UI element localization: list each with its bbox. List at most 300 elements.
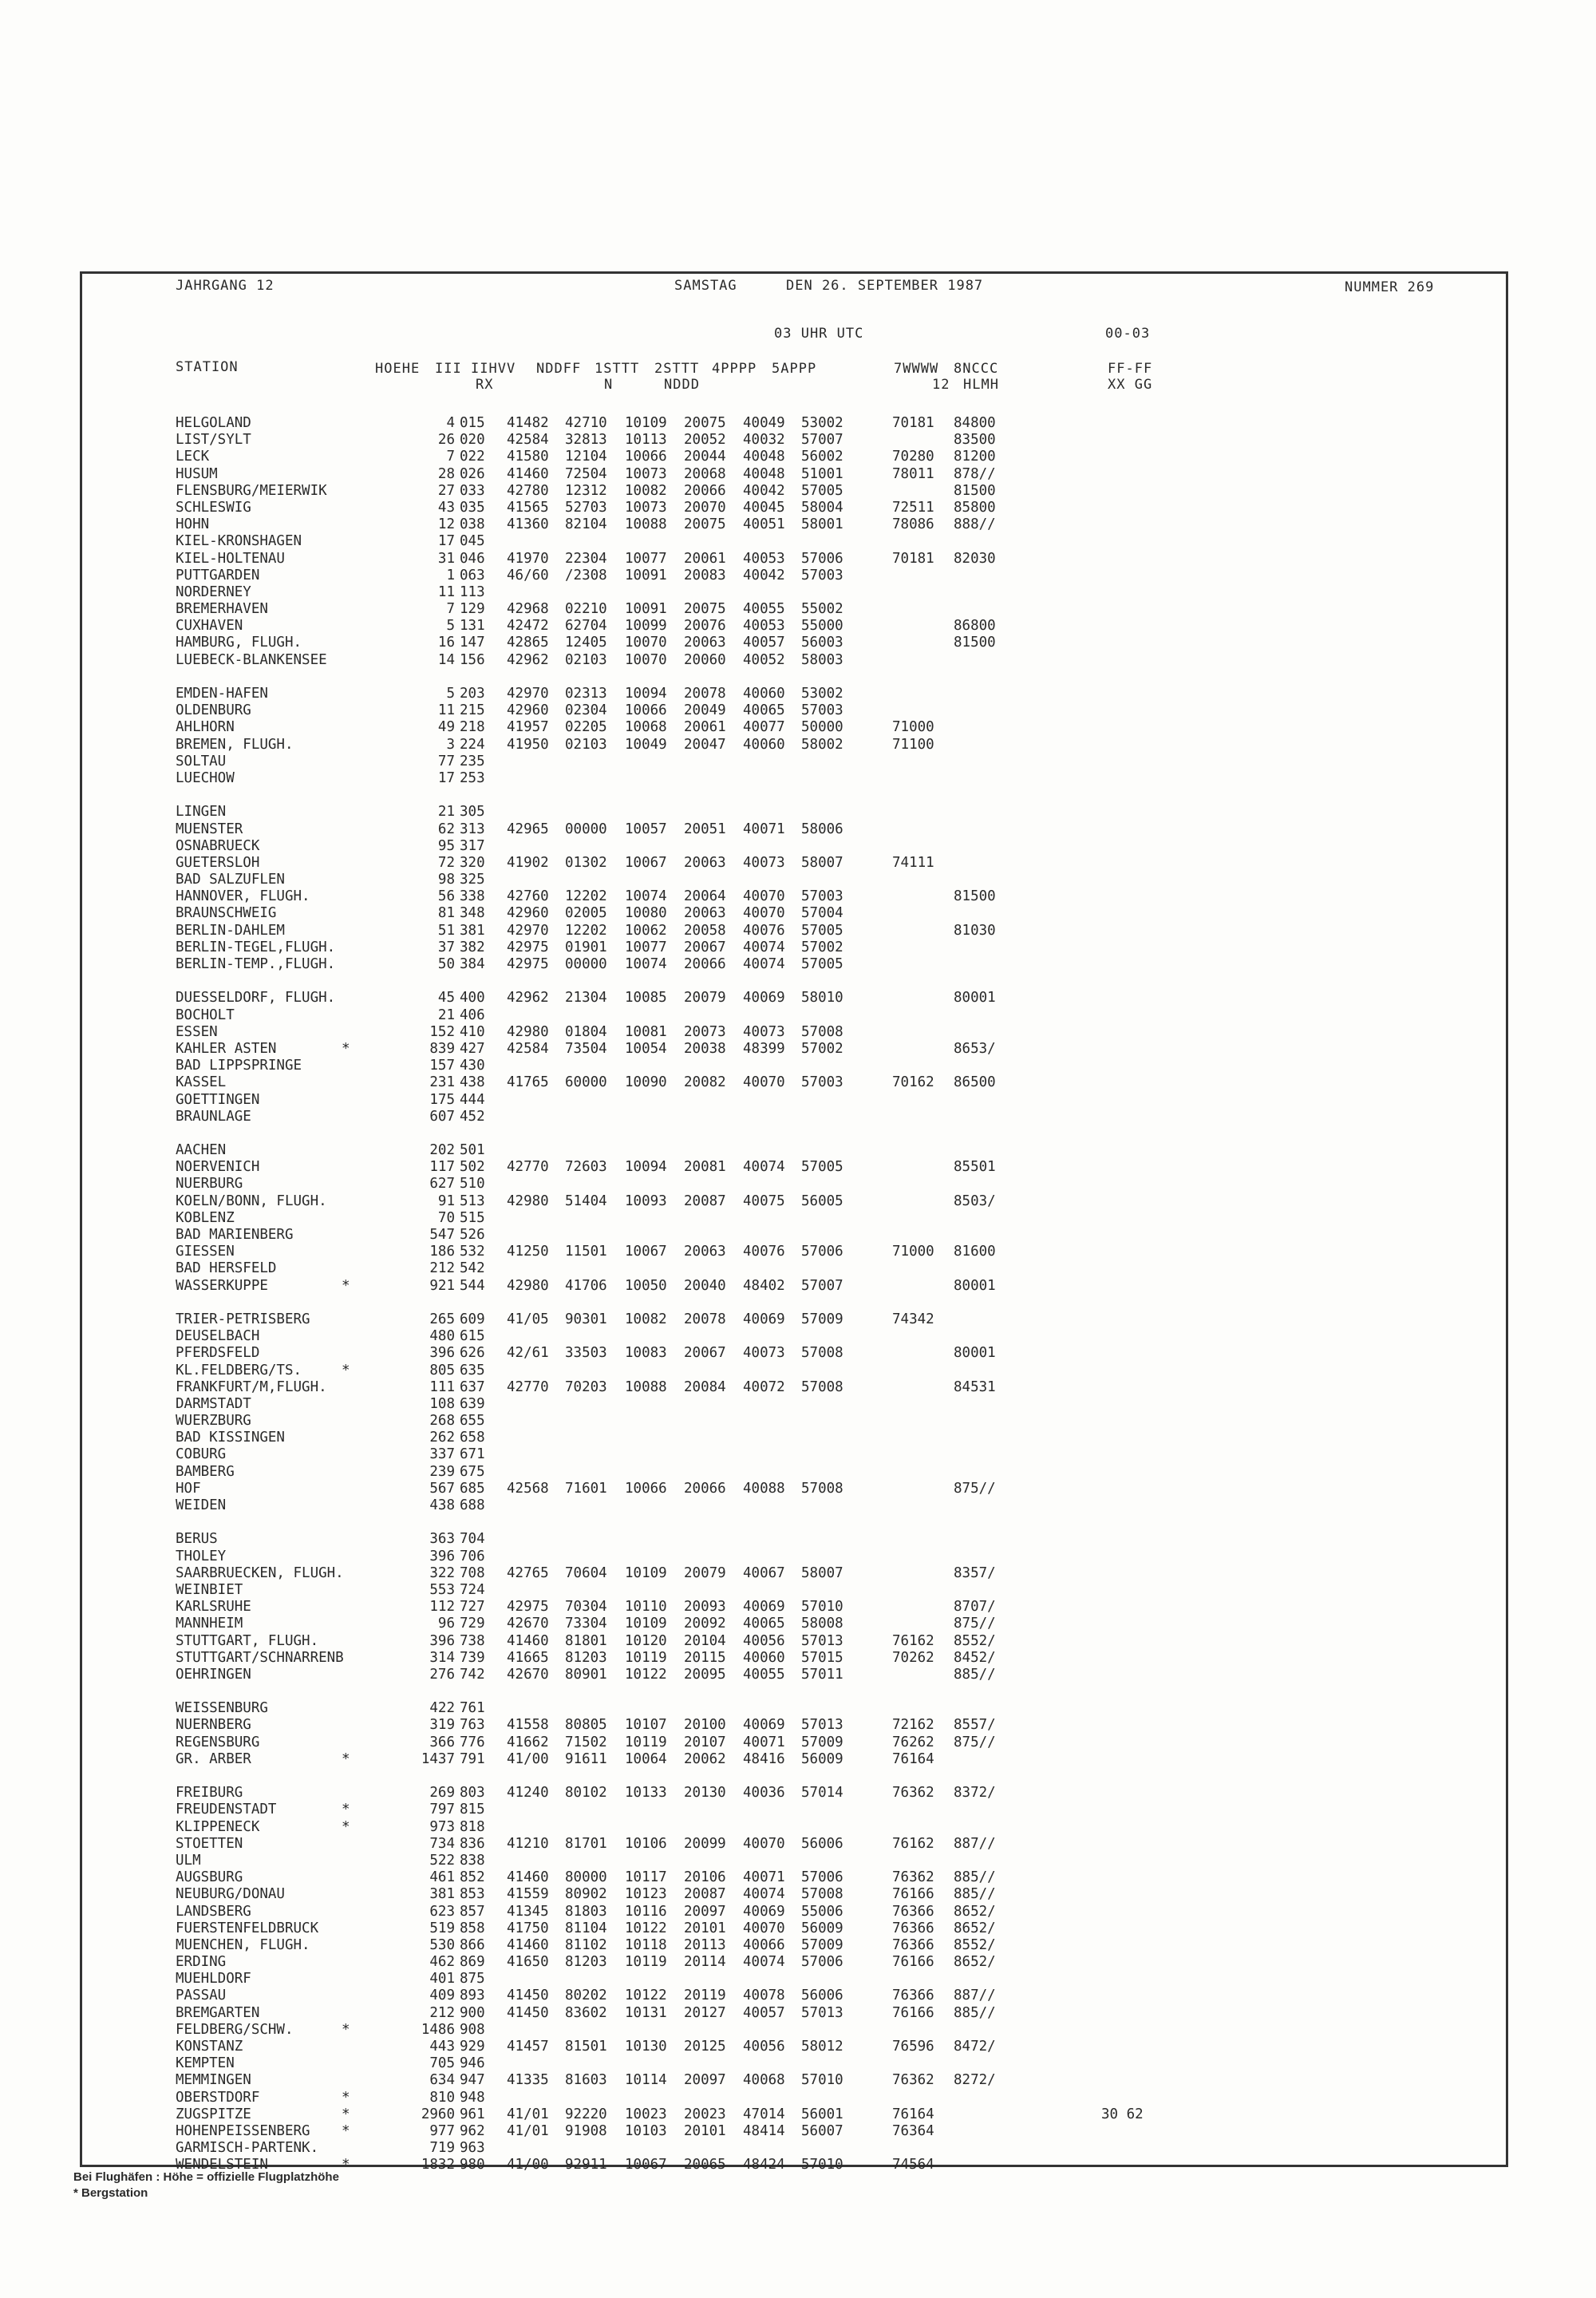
observation-group: 57008 [801,1886,843,1903]
observation-group: 81102 [565,1936,607,1953]
observation-group: 20084 [684,1378,726,1395]
station-name: DUESSELDORF, FLUGH. [176,990,336,1007]
observation-group: 48416 [743,1750,785,1767]
observation-group: 12405 [565,635,607,651]
observation-group: 42568 [507,1480,549,1497]
station-name: AACHEN [176,1142,227,1159]
observation-group: 70181 [892,415,934,431]
observation-group: 20095 [684,1666,726,1683]
observation-group: 40071 [743,1869,785,1886]
observation-group: 20058 [684,922,726,939]
observation-group: 90301 [565,1311,607,1327]
observation-group: 81030 [954,922,996,939]
observation-group: 40065 [743,1616,785,1632]
station-height: 91 [437,1193,455,1209]
observation-group: 42710 [565,415,607,431]
observation-group: 20052 [684,432,726,449]
observation-group: 40070 [743,905,785,922]
observation-group: 55002 [801,601,843,618]
station-id: 427 [460,1040,485,1057]
observation-group: 20067 [684,1345,726,1362]
station-height: 4 [446,415,455,431]
observation-group: 42770 [507,1378,549,1395]
jahrgang: JAHRGANG 12 [176,278,275,294]
observation-group: 10119 [625,1734,667,1750]
station-id: 742 [460,1666,485,1683]
station-id: 544 [460,1277,485,1294]
observation-group: 41558 [507,1717,549,1734]
observation-group: 40057 [743,2004,785,2021]
observation-group: 10109 [625,1564,667,1581]
observation-group: 20065 [684,2157,726,2173]
station-height: 438 [429,1497,455,1513]
station-name: ZUGSPITZE [176,2106,251,2122]
col-4pppp: 4PPPP [712,361,757,377]
observation-group: 40071 [743,1734,785,1750]
observation-group: 21304 [565,990,607,1007]
observation-group: 885// [954,1869,996,1886]
observation-group: 8472/ [954,2039,996,2055]
observation-group: 8552/ [954,1632,996,1649]
observation-group: 53002 [801,415,843,431]
station-height: 422 [429,1700,455,1717]
station-id: 688 [460,1497,485,1513]
observation-group: 11501 [565,1244,607,1260]
station-name: KEMPTEN [176,2055,235,2072]
observation-group: 10066 [625,449,667,465]
observation-group: 57006 [801,1244,843,1260]
station-id: 875 [460,1971,485,1988]
station-id: 609 [460,1311,485,1327]
observation-group: 57009 [801,1311,843,1327]
observation-group: 10023 [625,2106,667,2122]
observation-group: 42584 [507,1040,549,1057]
observation-group: 10070 [625,635,667,651]
observation-group: 42968 [507,601,549,618]
observation-group: 40074 [743,1159,785,1176]
observation-group: 41650 [507,1954,549,1971]
observation-group: 55000 [801,618,843,635]
observation-group: 41580 [507,449,549,465]
observation-group: 40088 [743,1480,785,1497]
station-height: 108 [429,1395,455,1412]
observation-group: 10091 [625,567,667,583]
observation-group: 58006 [801,821,843,837]
observation-group: 40071 [743,821,785,837]
observation-group: 57002 [801,939,843,955]
station-height: 522 [429,1852,455,1869]
observation-group: 57007 [801,1277,843,1294]
station-id: 381 [460,922,485,939]
observation-group: 887// [954,1835,996,1852]
observation-group: 40074 [743,939,785,955]
station-name: BREMEN, FLUGH. [176,736,294,753]
observation-group: 10094 [625,1159,667,1176]
observation-group: 32813 [565,432,607,449]
weekday: SAMSTAG [674,278,737,294]
station-id: 739 [460,1649,485,1666]
station-name: KASSEL [176,1074,227,1091]
observation-group: 57005 [801,956,843,972]
station-height: 401 [429,1971,455,1988]
observation-group: 70304 [565,1599,607,1616]
observation-group: 57008 [801,1480,843,1497]
observation-group: 81203 [565,1649,607,1666]
station-id: 526 [460,1227,485,1243]
observation-group: 8357/ [954,1564,996,1581]
station-height: 5 [446,686,455,702]
observation-group: 57006 [801,550,843,567]
station-name: NUERBURG [176,1176,243,1193]
observation-group: 20127 [684,2004,726,2021]
station-name: BREMERHAVEN [176,601,268,618]
observation-group: 81701 [565,1835,607,1852]
observation-group: 41457 [507,2039,549,2055]
observation-group: 70162 [892,1074,934,1091]
observation-group: 8272/ [954,2072,996,2089]
station-id: 761 [460,1700,485,1717]
station-name: FREUDENSTADT [176,1802,277,1818]
observation-group: 10064 [625,1750,667,1767]
station-name: PUTTGARDEN [176,567,260,583]
observation-group: 58002 [801,736,843,753]
station-height: 212 [429,1260,455,1277]
station-id: 852 [460,1869,485,1886]
observation-group: 57003 [801,702,843,719]
observation-group: 10118 [625,1936,667,1953]
observation-group: 57002 [801,1040,843,1057]
observation-group: 51404 [565,1193,607,1209]
observation-group: 57010 [801,2157,843,2173]
station-height: 17 [437,769,455,786]
station-name: KOBLENZ [176,1209,235,1226]
observation-group: 20104 [684,1632,726,1649]
observation-group: 40049 [743,415,785,431]
observation-group: 10085 [625,990,667,1007]
observation-time: 03 UHR UTC [774,326,864,342]
station-height: 797 [429,1802,455,1818]
station-name: DEUSELBACH [176,1328,260,1345]
observation-group: 10116 [625,1903,667,1920]
observation-group: 20062 [684,1750,726,1767]
observation-group: 8557/ [954,1717,996,1734]
observation-group: 62704 [565,618,607,635]
observation-group: 8653/ [954,1040,996,1057]
station-id: 215 [460,702,485,719]
station-height: 26 [437,432,455,449]
col-n: N [604,377,614,393]
observation-group: 76162 [892,1835,934,1852]
observation-group: 76166 [892,1886,934,1903]
station-id: 325 [460,872,485,888]
station-name: STUTTGART/SCHNARRENB [176,1649,344,1666]
station-id: 685 [460,1480,485,1497]
station-id: 045 [460,533,485,550]
observation-group: 92220 [565,2106,607,2122]
station-height: 56 [437,888,455,905]
observation-group: 40056 [743,1632,785,1649]
observation-group: 8652/ [954,1903,996,1920]
observation-group: 76166 [892,1954,934,1971]
observation-group: 76366 [892,1936,934,1953]
station-name: WENDELSTEIN [176,2157,268,2173]
observation-group: 40070 [743,888,785,905]
observation-group: 40076 [743,922,785,939]
observation-group: 10106 [625,1835,667,1852]
observation-group: 55006 [801,1903,843,1920]
observation-group: 40068 [743,2072,785,2089]
station-id: 113 [460,583,485,600]
observation-group: 40073 [743,1345,785,1362]
observation-group: 20092 [684,1616,726,1632]
observation-group: 10066 [625,1480,667,1497]
station-id: 510 [460,1176,485,1193]
observation-group: 53002 [801,686,843,702]
observation-group: 48399 [743,1040,785,1057]
observation-group: 42770 [507,1159,549,1176]
station-name: HELGOLAND [176,415,251,431]
observation-group: 85501 [954,1159,996,1176]
station-id: 129 [460,601,485,618]
observation-group: 41335 [507,2072,549,2089]
observation-group: 20066 [684,956,726,972]
station-height: 480 [429,1328,455,1345]
station-name: CUXHAVEN [176,618,243,635]
observation-group: 71000 [892,1244,934,1260]
observation-group: 40073 [743,1023,785,1040]
observation-group: 10080 [625,905,667,922]
observation-group: 42760 [507,888,549,905]
station-id: 858 [460,1920,485,1936]
observation-group: 20078 [684,686,726,702]
observation-group: 10123 [625,1886,667,1903]
observation-group: 57013 [801,2004,843,2021]
observation-group: 47014 [743,2106,785,2122]
col-iihvv: IIHVV [471,361,516,377]
observation-group: /2308 [565,567,607,583]
col-nddd: NDDD [664,377,700,393]
observation-group: 20075 [684,516,726,533]
station-id: 961 [460,2106,485,2122]
observation-group: 76596 [892,2039,934,2055]
station-height: 607 [429,1108,455,1125]
observation-group: 40072 [743,1378,785,1395]
station-name: ESSEN [176,1023,218,1040]
observation-group: 20063 [684,854,726,871]
station-id: 022 [460,449,485,465]
observation-group: 10113 [625,432,667,449]
observation-group: 81500 [954,635,996,651]
observation-group: 56009 [801,1920,843,1936]
station-height: 43 [437,499,455,516]
observation-group: 885// [954,2004,996,2021]
station-height: 77 [437,753,455,769]
station-height: 31 [437,550,455,567]
observation-group: 875// [954,1616,996,1632]
station-name: FRANKFURT/M,FLUGH. [176,1378,327,1395]
observation-group: 02205 [565,719,607,736]
observation-group: 20079 [684,1564,726,1581]
col-7wwww: 7WWWW [894,361,939,377]
observation-group: 888// [954,516,996,533]
station-id: 706 [460,1548,485,1564]
observation-group: 41450 [507,1988,549,2004]
station-height: 186 [429,1244,455,1260]
observation-group: 42765 [507,1564,549,1581]
station-height: 27 [437,482,455,499]
station-id: 338 [460,888,485,905]
observation-group: 12202 [565,888,607,905]
observation-group: 58001 [801,516,843,533]
station-name: NOERVENICH [176,1159,260,1176]
observation-group: 02103 [565,736,607,753]
observation-group: 20082 [684,1074,726,1091]
station-id: 410 [460,1023,485,1040]
observation-group: 10114 [625,2072,667,2089]
observation-group: 46/60 [507,567,549,583]
observation-group: 10068 [625,719,667,736]
observation-group: 40076 [743,1244,785,1260]
station-name: SCHLESWIG [176,499,251,516]
col-station: STATION [176,359,239,375]
observation-group: 57009 [801,1734,843,1750]
observation-group: 40060 [743,736,785,753]
observation-group: 56006 [801,1835,843,1852]
observation-group: 57003 [801,1074,843,1091]
station-id: 655 [460,1413,485,1430]
footnote-mountain-station: * Bergstation [73,2186,148,2200]
observation-group: 41450 [507,2004,549,2021]
observation-group: 41/01 [507,2122,549,2139]
observation-group: 51001 [801,465,843,482]
station-name: BOCHOLT [176,1007,235,1023]
station-height: 1832 [421,2157,455,2173]
observation-group: 10054 [625,1040,667,1057]
station-name: OEHRINGEN [176,1666,251,1683]
station-height: 461 [429,1869,455,1886]
station-height: 51 [437,922,455,939]
observation-group: 12202 [565,922,607,939]
observation-period: 00-03 [1105,326,1151,342]
station-name: BERUS [176,1531,218,1548]
observation-group: 41460 [507,1936,549,1953]
observation-group: 71502 [565,1734,607,1750]
col-rx: RX [476,377,494,393]
observation-group: 73304 [565,1616,607,1632]
station-id: 900 [460,2004,485,2021]
station-height: 1437 [421,1750,455,1767]
observation-group: 40069 [743,1311,785,1327]
observation-group: 20087 [684,1193,726,1209]
observation-group: 84531 [954,1378,996,1395]
station-id: 026 [460,465,485,482]
observation-group: 72603 [565,1159,607,1176]
observation-group: 42980 [507,1193,549,1209]
observation-group: 57009 [801,1936,843,1953]
observation-group: 57006 [801,1954,843,1971]
station-name: NORDERNEY [176,583,251,600]
observation-group: 40042 [743,567,785,583]
col-1sttt: 1STTT [595,361,640,377]
station-id: 046 [460,550,485,567]
observation-group: 41460 [507,1632,549,1649]
station-height: 265 [429,1311,455,1327]
station-height: 627 [429,1176,455,1193]
observation-group: 8503/ [954,1193,996,1209]
station-name: LANDSBERG [176,1903,251,1920]
station-height: 567 [429,1480,455,1497]
observation-group: 74564 [892,2157,934,2173]
observation-group: 42975 [507,1599,549,1616]
observation-group: 10077 [625,550,667,567]
station-id: 626 [460,1345,485,1362]
observation-group: 80202 [565,1988,607,2004]
station-name: LECK [176,449,210,465]
observation-group: 40066 [743,1936,785,1953]
observation-group: 02210 [565,601,607,618]
observation-group: 81801 [565,1632,607,1649]
observation-group: 20075 [684,415,726,431]
station-height: 409 [429,1988,455,2004]
station-height: 175 [429,1091,455,1108]
mountain-station-marker: * [342,1040,350,1057]
observation-group: 40069 [743,1903,785,1920]
station-name: WEIDEN [176,1497,227,1513]
station-height: 262 [429,1430,455,1446]
station-id: 962 [460,2122,485,2139]
station-height: 21 [437,804,455,821]
station-height: 96 [437,1616,455,1632]
observation-group: 20075 [684,601,726,618]
station-height: 553 [429,1581,455,1598]
station-id: 836 [460,1835,485,1852]
station-height: 322 [429,1564,455,1581]
station-id: 963 [460,2140,485,2157]
observation-group: 10082 [625,482,667,499]
station-height: 396 [429,1632,455,1649]
observation-group: 20060 [684,651,726,668]
observation-group: 10081 [625,1023,667,1040]
observation-group: 42670 [507,1666,549,1683]
observation-group: 10049 [625,736,667,753]
observation-group: 20051 [684,821,726,837]
observation-group: 40060 [743,1649,785,1666]
observation-group: 20130 [684,1785,726,1802]
observation-group: 41460 [507,465,549,482]
col-12: 12 [932,377,950,393]
observation-group: 20061 [684,550,726,567]
observation-group: 885// [954,1886,996,1903]
station-name: ERDING [176,1954,227,1971]
observation-group: 01901 [565,939,607,955]
observation-group: 80001 [954,1277,996,1294]
station-height: 1486 [421,2021,455,2038]
observation-group: 41950 [507,736,549,753]
station-height: 1 [446,567,455,583]
observation-group: 76164 [892,1750,934,1767]
observation-group: 42780 [507,482,549,499]
observation-group: 02304 [565,702,607,719]
station-height: 7 [446,449,455,465]
observation-group: 10117 [625,1869,667,1886]
station-height: 37 [437,939,455,955]
observation-group: 81603 [565,2072,607,2089]
station-height: 396 [429,1548,455,1564]
observation-group: 20063 [684,635,726,651]
observation-group: 81501 [565,2039,607,2055]
observation-group: 86500 [954,1074,996,1091]
station-name: MUENCHEN, FLUGH. [176,1936,310,1953]
